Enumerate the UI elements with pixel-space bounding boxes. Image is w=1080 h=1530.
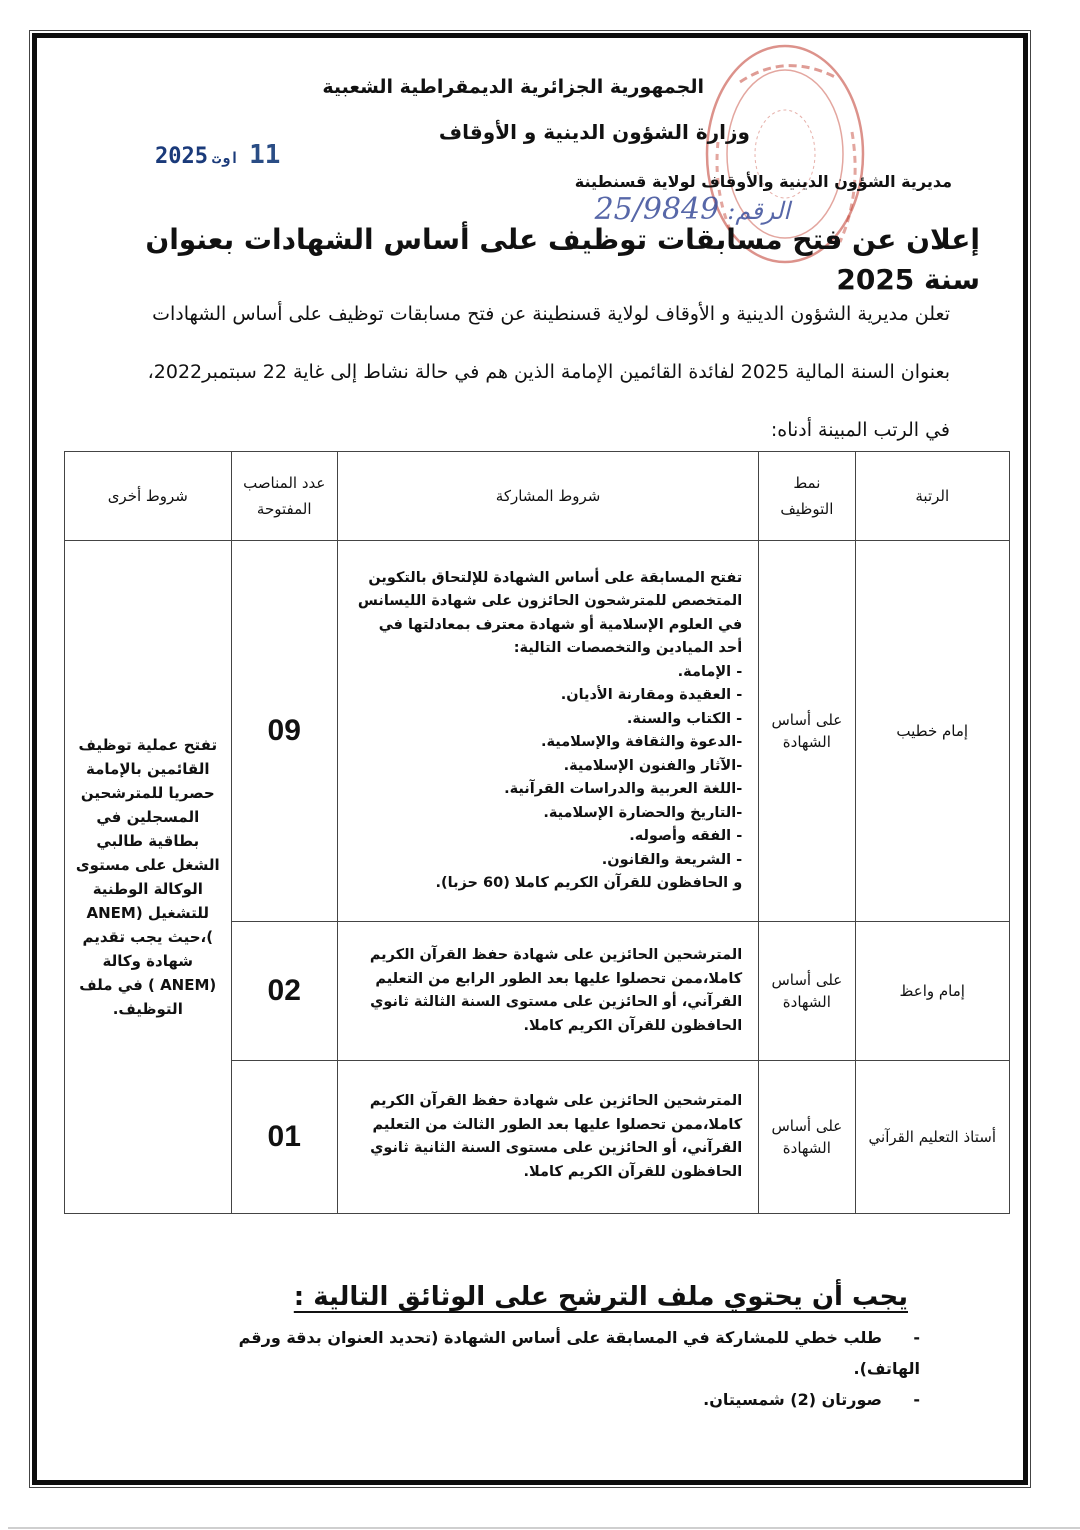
- list-item: [200, 1384, 920, 1415]
- table-header-row: [65, 452, 1010, 541]
- ministry-heading: وزارة الشؤون الدينية و الأوقاف: [438, 120, 750, 144]
- positions-count-cell: 02: [231, 922, 337, 1061]
- directorate-heading: مديرية الشؤون الدينية والأوقاف لولاية قسنطينة: [574, 172, 952, 191]
- document-item: صورتان (2) شمسيتان.: [703, 1390, 882, 1409]
- announcement-title: إعلان عن فتح مسابقات توظيف على أساس الشهادات بعنوان سنة 2025: [145, 223, 980, 296]
- republic-heading: الجمهورية الجزائرية الديمقراطية الشعبية: [322, 76, 704, 98]
- date-year: 2025: [155, 144, 208, 169]
- bullet-dash-icon: -: [913, 1328, 920, 1347]
- conditions-cell: المترشحين الحائزين على شهادة حفظ القرآن الكريم كاملا،ممن تحصلوا عليها بعد الطور الثالث من التعليم القرآني، أو الحائزين على مستوى السنة الثانية ثانوي الحافظون للقرآن الكريم كاملا.: [337, 1061, 758, 1214]
- conditions-intro: تفتح المسابقة على أساس الشهادة للإلتحاق بالتكوين المتخصص للمترشحون الحائزون على شهادة الليسانس في العلوم الإسلامية أو شهادة معترف بمعادلتها في أحد الميادين والتخصصات التالية:: [357, 569, 743, 656]
- rank-cell: إمام واعظ: [855, 922, 1009, 1061]
- list-item: -التاريخ والحضارة الإسلامية.: [543, 804, 743, 821]
- header-mode: نمط التوظيف: [759, 452, 855, 541]
- list-item: -اللغة العربية والدراسات القرآنية.: [504, 781, 743, 797]
- list-item: - الكتاب والسنة.: [626, 710, 743, 727]
- scan-edge-line: [8, 1527, 1080, 1529]
- reference-value: 25/9849: [594, 192, 720, 227]
- header-positions: عدد المناصب المفتوحة: [231, 452, 337, 541]
- bullet-dash-icon: -: [913, 1390, 920, 1409]
- other-conditions-cell: تفتح عملية توظيف القائمين بالإمامة حصريا للمترشحين المسجلين في بطاقية طالبي الشغل على مستوى الوكالة الوطنية للتشغيل (ANEM )،حيث يجب تقديم شهادة وكالة (ANEM ) في ملف التوظيف.: [65, 541, 232, 1214]
- date-day: 11: [249, 140, 281, 170]
- rank-cell: أستاذ التعليم القرآني: [855, 1061, 1009, 1214]
- intro-line-2: بعنوان السنة المالية 2025 لفائدة القائمين الإمامة الذين هم في حالة نشاط إلى غاية 22 سبتمبر2022،: [147, 361, 950, 383]
- mode-cell: على أساس الشهادة: [759, 541, 855, 922]
- date-month: اوت: [211, 149, 240, 167]
- list-item: - العقيدة ومقارنة الأديان.: [560, 687, 743, 703]
- list-item: - الفقه وأصوله.: [629, 828, 743, 844]
- list-item: و الحافظون للقرآن الكريم كاملا (60 حزبا).: [435, 875, 743, 891]
- rank-cell: إمام خطيب: [855, 541, 1009, 922]
- positions-count-cell: 09: [231, 541, 337, 922]
- positions-count-cell: 01: [231, 1061, 337, 1214]
- conditions-cell: [337, 541, 758, 922]
- table-row: [65, 541, 1010, 922]
- list-item: - الشريعة والقانون.: [601, 851, 743, 868]
- list-item: - الإمامة.: [677, 663, 743, 680]
- mode-cell: على أساس الشهادة: [759, 922, 855, 1061]
- date-stamp: [155, 140, 280, 170]
- list-item: [200, 1322, 920, 1384]
- list-item: -الدعوة والثقافة والإسلامية.: [540, 734, 743, 750]
- list-item: -الآثار والفنون الإسلامية.: [563, 757, 743, 774]
- conditions-cell: المترشحين الحائزين على شهادة حفظ القرآن الكريم كاملا،ممن تحصلوا عليها بعد الطور الرابع من التعليم القرآني، أو الحائزين على مستوى السنة الثالثة ثانوي الحافظون للقرآن الكريم كاملا.: [337, 922, 758, 1061]
- header-conditions: شروط المشاركة: [337, 452, 758, 541]
- header-other: شروط أخرى: [65, 452, 232, 541]
- positions-table: [64, 451, 1010, 1214]
- documents-heading: يجب أن يحتوي ملف الترشح على الوثائق التالية :: [293, 1282, 908, 1312]
- intro-line-3: في الرتب المبينة أدناه:: [770, 419, 950, 441]
- documents-list: [200, 1322, 920, 1415]
- document-item: طلب خطي للمشاركة في المسابقة على أساس الشهادة (تحديد العنوان بدقة ورقم الهاتف).: [238, 1328, 920, 1378]
- intro-line-1: تعلن مديرية الشؤون الدينية و الأوقاف لولاية قسنطينة عن فتح مسابقات توظيف على أساس الشهادات: [152, 303, 950, 325]
- intro-paragraph: [95, 285, 950, 459]
- reference-label: الرقم:: [727, 197, 790, 225]
- header-rank: الرتبة: [855, 452, 1009, 541]
- mode-cell: على أساس الشهادة: [759, 1061, 855, 1214]
- specialties-list: [354, 661, 742, 896]
